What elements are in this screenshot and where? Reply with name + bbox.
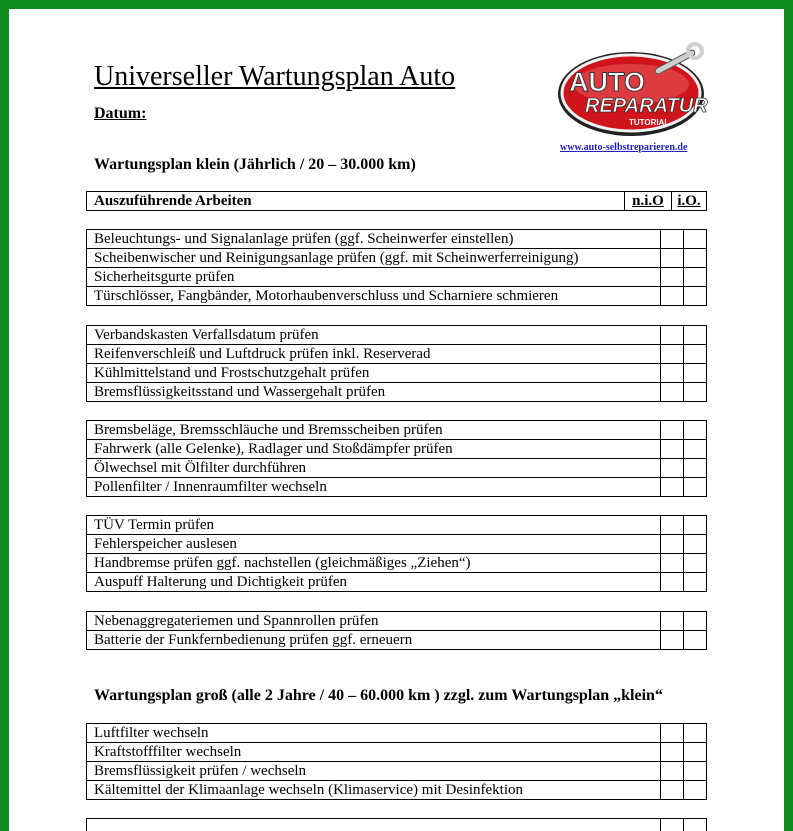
table-row (87, 478, 707, 497)
nio-checkbox[interactable] (661, 478, 684, 497)
nio-checkbox[interactable] (661, 268, 684, 287)
table-row (87, 345, 707, 364)
work-group-table (86, 229, 707, 306)
task-label: Kühlmittelstand und Frostschutzgehalt prüfen (87, 364, 661, 383)
list-item (87, 819, 661, 831)
nio-checkbox[interactable] (661, 364, 684, 383)
next-group-table (86, 818, 707, 831)
logo-line2: REPARATUR (585, 95, 708, 117)
task-label: Bremsflüssigkeit prüfen / wechseln (87, 762, 661, 781)
task-label: Bremsbeläge, Bremsschläuche und Bremsscheiben prüfen (87, 421, 661, 440)
task-label: Türschlösser, Fangbänder, Motorhaubenverschluss und Scharniere schmieren (87, 287, 661, 306)
nio-checkbox[interactable] (661, 819, 684, 831)
work-group-table (86, 515, 707, 592)
nio-checkbox[interactable] (661, 287, 684, 306)
nio-checkbox[interactable] (661, 326, 684, 345)
io-checkbox[interactable] (684, 459, 707, 478)
header-io: i.O. (672, 192, 707, 211)
nio-checkbox[interactable] (661, 554, 684, 573)
work-group-table (86, 723, 707, 800)
task-label: Verbandskasten Verfallsdatum prüfen (87, 326, 661, 345)
io-checkbox[interactable] (684, 364, 707, 383)
table-row (87, 516, 707, 535)
io-checkbox[interactable] (684, 268, 707, 287)
nio-checkbox[interactable] (661, 781, 684, 800)
table-row (87, 762, 707, 781)
task-label: Nebenaggregateriemen und Spannrollen prüfen (87, 612, 661, 631)
io-checkbox[interactable] (684, 345, 707, 364)
table-row (87, 535, 707, 554)
io-checkbox[interactable] (684, 724, 707, 743)
work-group-table (86, 420, 707, 497)
nio-checkbox[interactable] (661, 762, 684, 781)
task-label: Ölwechsel mit Ölfilter durchführen (87, 459, 661, 478)
task-label: Scheibenwischer und Reinigungsanlage prüfen (ggf. mit Scheinwerferreinigung) (87, 249, 661, 268)
task-label: TÜV Termin prüfen (87, 516, 661, 535)
io-checkbox[interactable] (684, 819, 707, 831)
nio-checkbox[interactable] (661, 459, 684, 478)
io-checkbox[interactable] (684, 230, 707, 249)
table-row (87, 554, 707, 573)
io-checkbox[interactable] (684, 612, 707, 631)
header-work: Auszuführende Arbeiten (87, 192, 625, 211)
task-label: Luftfilter wechseln (87, 724, 661, 743)
document-page (9, 9, 784, 831)
table-row (87, 287, 707, 306)
work-table-header (86, 191, 707, 211)
table-row (87, 326, 707, 345)
header-nio: n.i.O (625, 192, 672, 211)
nio-checkbox[interactable] (661, 724, 684, 743)
io-checkbox[interactable] (684, 383, 707, 402)
task-label: Fehlerspeicher auslesen (87, 535, 661, 554)
table-row (87, 364, 707, 383)
table-row (87, 249, 707, 268)
table-row (87, 612, 707, 631)
io-checkbox[interactable] (684, 440, 707, 459)
table-row (87, 781, 707, 800)
website-link[interactable]: www.auto-selbstreparieren.de (560, 142, 688, 153)
auto-reparatur-logo (555, 39, 711, 141)
plan-gross-heading: Wartungsplan groß (alle 2 Jahre / 40 – 60.000 km ) zzgl. zum Wartungsplan „klein“ (94, 687, 663, 704)
io-checkbox[interactable] (684, 554, 707, 573)
task-label: Auspuff Halterung und Dichtigkeit prüfen (87, 573, 661, 592)
task-label: Pollenfilter / Innenraumfilter wechseln (87, 478, 661, 497)
task-label: Batterie der Funkfernbedienung prüfen ggf. erneuern (87, 631, 661, 650)
io-checkbox[interactable] (684, 762, 707, 781)
io-checkbox[interactable] (684, 781, 707, 800)
nio-checkbox[interactable] (661, 631, 684, 650)
io-checkbox[interactable] (684, 287, 707, 306)
work-group-table (86, 611, 707, 650)
io-checkbox[interactable] (684, 249, 707, 268)
table-row (87, 459, 707, 478)
nio-checkbox[interactable] (661, 383, 684, 402)
task-label: Kältemittel der Klimaanlage wechseln (Klimaservice) mit Desinfektion (87, 781, 661, 800)
nio-checkbox[interactable] (661, 516, 684, 535)
table-row (87, 631, 707, 650)
nio-checkbox[interactable] (661, 345, 684, 364)
io-checkbox[interactable] (684, 326, 707, 345)
table-row (87, 383, 707, 402)
io-checkbox[interactable] (684, 421, 707, 440)
io-checkbox[interactable] (684, 743, 707, 762)
table-row (87, 421, 707, 440)
plan-klein-heading: Wartungsplan klein (Jährlich / 20 – 30.000 km) (94, 156, 416, 173)
io-checkbox[interactable] (684, 516, 707, 535)
io-checkbox[interactable] (684, 631, 707, 650)
io-checkbox[interactable] (684, 573, 707, 592)
io-checkbox[interactable] (684, 478, 707, 497)
nio-checkbox[interactable] (661, 573, 684, 592)
logo-line3: TUTORIAL (629, 118, 670, 127)
table-row (87, 230, 707, 249)
document-title: Universeller Wartungsplan Auto (94, 61, 456, 92)
io-checkbox[interactable] (684, 535, 707, 554)
work-group-table (86, 325, 707, 402)
datum-label: Datum: (94, 105, 147, 122)
nio-checkbox[interactable] (661, 743, 684, 762)
nio-checkbox[interactable] (661, 612, 684, 631)
nio-checkbox[interactable] (661, 230, 684, 249)
nio-checkbox[interactable] (661, 535, 684, 554)
task-label: Handbremse prüfen ggf. nachstellen (gleichmäßiges „Ziehen“) (87, 554, 661, 573)
logo-line1: AUTO (569, 67, 646, 97)
table-row (87, 724, 707, 743)
nio-checkbox[interactable] (661, 249, 684, 268)
table-row (87, 440, 707, 459)
task-label: Kraftstofffilter wechseln (87, 743, 661, 762)
task-label: Reifenverschleiß und Luftdruck prüfen inkl. Reserverad (87, 345, 661, 364)
nio-checkbox[interactable] (661, 440, 684, 459)
table-row (87, 573, 707, 592)
task-label: Sicherheitsgurte prüfen (87, 268, 661, 287)
table-row (87, 268, 707, 287)
task-label: Fahrwerk (alle Gelenke), Radlager und Stoßdämpfer prüfen (87, 440, 661, 459)
table-row (87, 743, 707, 762)
nio-checkbox[interactable] (661, 421, 684, 440)
task-label: Beleuchtungs- und Signalanlage prüfen (ggf. Scheinwerfer einstellen) (87, 230, 661, 249)
task-label: Bremsflüssigkeitsstand und Wassergehalt prüfen (87, 383, 661, 402)
